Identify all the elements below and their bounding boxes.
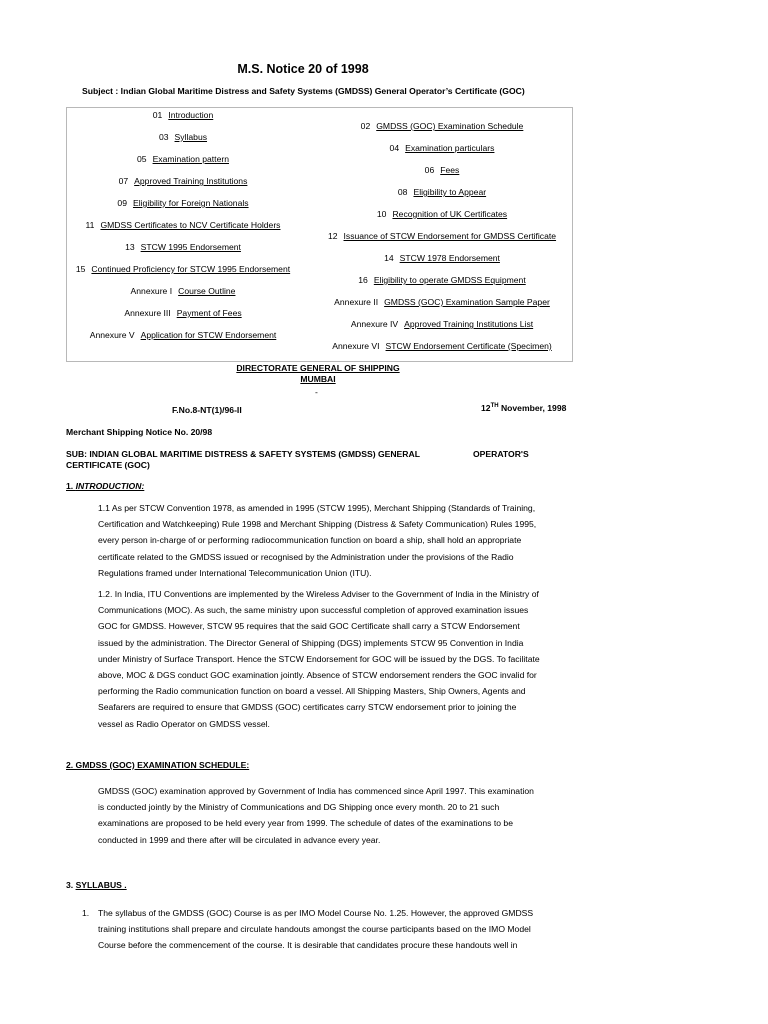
- toc-item-eligibility-operate[interactable]: 16 Eligibility to operate GMDSS Equipment: [358, 275, 526, 285]
- paragraph-1-1: 1.1 As per STCW Convention 1978, as amended in 1995 (STCW 1995), Merchant Shipping (Standards of Training, Certification and Watchkeeping) Rule 1998 and Merchant Shipping (Distress & Safety Communication) Rules 1995, every person in-charge of or performing radiocommunication function on board a ship, shall hold an appropriate certificate related to the GMDSS issued or recognised by the Administration under the provisions of the Radio Regulations framed under International Telecommunication Union (ITU).: [98, 503, 537, 578]
- toc-item-annexure-1[interactable]: Annexure I Course Outline: [130, 286, 236, 296]
- paragraph-2: GMDSS (GOC) examination approved by Government of India has commenced since April 1997. This examination is conducted jointly by the Ministry of Communications and DG Shipping once every month. 20 to 21 such examinations are proposed to be held every year from 1999. The schedule of dates of the examinations to be conducted in 1999 and there after will be circulated in advance every year.: [98, 786, 534, 845]
- sub-line-1b: OPERATOR'S: [473, 449, 529, 459]
- sub-line-2: CERTIFICATE (GOC): [66, 460, 150, 470]
- letterhead-city: MUMBAI: [300, 374, 336, 384]
- toc-item-uk-certificates[interactable]: 10 Recognition of UK Certificates: [376, 209, 508, 219]
- paragraph-1-2: 1.2. In India, ITU Conventions are implemented by the Wireless Adviser to the Government of India in the Ministry of Communications (MOC). As such, the same ministry upon successful completion of approved examination issues GOC for GMDSS. However, STCW 95 requires that the said GOC Certificate shall carry a STCW Endorsement issued by the administration. The Director General of Shipping (DGS) implements STCW 95 Convention in India under Ministry of Surface Transport. Hence the STCW Endorsement for GOC will be issued by the DGS. To facilitate above, MOC & DGS conduct GOC examination jointly. Absence of STCW endorsement renders the GOC invalid for performing the Radio communication function on board a vessel. All Shipping Masters, Ship Owners, Agents and Seafarers are required to ensure that GMDSS (GOC) certificates carry STCW endorsement prior to joining the vessel as Radio Operator on GMDSS vessel.: [98, 589, 540, 729]
- toc-item-eligibility-appear[interactable]: 08 Eligibility to Appear: [397, 187, 487, 197]
- toc-item-approved-training-institutions[interactable]: 07 Approved Training Institutions: [118, 176, 248, 186]
- toc-item-issuance-stcw[interactable]: 12 Issuance of STCW Endorsement for GMDSS Certificate: [327, 231, 557, 241]
- toc-item-annexure-5[interactable]: Annexure V Application for STCW Endorsement: [89, 330, 277, 340]
- toc-item-annexure-6[interactable]: Annexure VI STCW Endorsement Certificate (Specimen): [332, 341, 552, 351]
- toc-item-annexure-4[interactable]: Annexure IV Approved Training Institutions List: [350, 319, 534, 329]
- notice-date: 12TH November, 1998: [481, 403, 567, 413]
- table-of-contents: [66, 107, 573, 362]
- toc-item-exam-particulars[interactable]: 04 Examination particulars: [389, 143, 495, 153]
- section-3-heading: 3. SYLLABUS .: [66, 880, 127, 890]
- toc-item-annexure-2[interactable]: Annexure II GMDSS (GOC) Examination Sample Paper: [334, 297, 550, 307]
- toc-item-stcw-1978[interactable]: 14 STCW 1978 Endorsement: [384, 253, 500, 263]
- toc-item-syllabus[interactable]: 03 Syllabus: [158, 132, 208, 142]
- syllabus-item-number: 1.: [82, 908, 90, 918]
- notice-number: Merchant Shipping Notice No. 20/98: [66, 427, 213, 437]
- toc-item-exam-schedule[interactable]: 02 GMDSS (GOC) Examination Schedule: [360, 121, 524, 131]
- toc-item-introduction[interactable]: 01 Introduction: [152, 110, 214, 120]
- notice-subject: Subject : Indian Global Maritime Distress and Safety Systems (GMDSS) General Operator’s Certificate (GOC): [82, 86, 525, 96]
- toc-item-eligibility-foreign-nationals[interactable]: 09 Eligibility for Foreign Nationals: [117, 198, 249, 208]
- notice-title: M.S. Notice 20 of 1998: [237, 62, 369, 76]
- toc-item-stcw-1995[interactable]: 13 STCW 1995 Endorsement: [125, 242, 241, 252]
- toc-item-gmdss-ncv[interactable]: 11 GMDSS Certificates to NCV Certificate Holders: [85, 220, 281, 230]
- section-1-heading: 1. INTRODUCTION:: [66, 481, 145, 491]
- section-2-heading: 2. GMDSS (GOC) EXAMINATION SCHEDULE:: [66, 760, 250, 770]
- toc-item-fees[interactable]: 06 Fees: [424, 165, 460, 175]
- letterhead-dash: -: [315, 387, 318, 397]
- file-number: F.No.8-NT(1)/96-II: [172, 405, 242, 415]
- paragraph-3-1: The syllabus of the GMDSS (GOC) Course is as per IMO Model Course No. 1.25. However, the approved GMDSS training institutions shall prepare and circulate handouts amongst the course participants based on the IMO Model Course before the commencement of the course. It is desirable that candidates procure these handouts well in: [98, 908, 534, 951]
- toc-item-examination-pattern[interactable]: 05 Examination pattern: [137, 154, 229, 164]
- letterhead-org: DIRECTORATE GENERAL OF SHIPPING: [236, 363, 400, 373]
- toc-item-annexure-3[interactable]: Annexure III Payment of Fees: [124, 308, 242, 318]
- sub-line-1a: SUB: INDIAN GLOBAL MARITIME DISTRESS & SAFETY SYSTEMS (GMDSS) GENERAL: [66, 449, 420, 459]
- toc-item-continued-proficiency[interactable]: 15 Continued Proficiency for STCW 1995 Endorsement: [75, 264, 291, 274]
